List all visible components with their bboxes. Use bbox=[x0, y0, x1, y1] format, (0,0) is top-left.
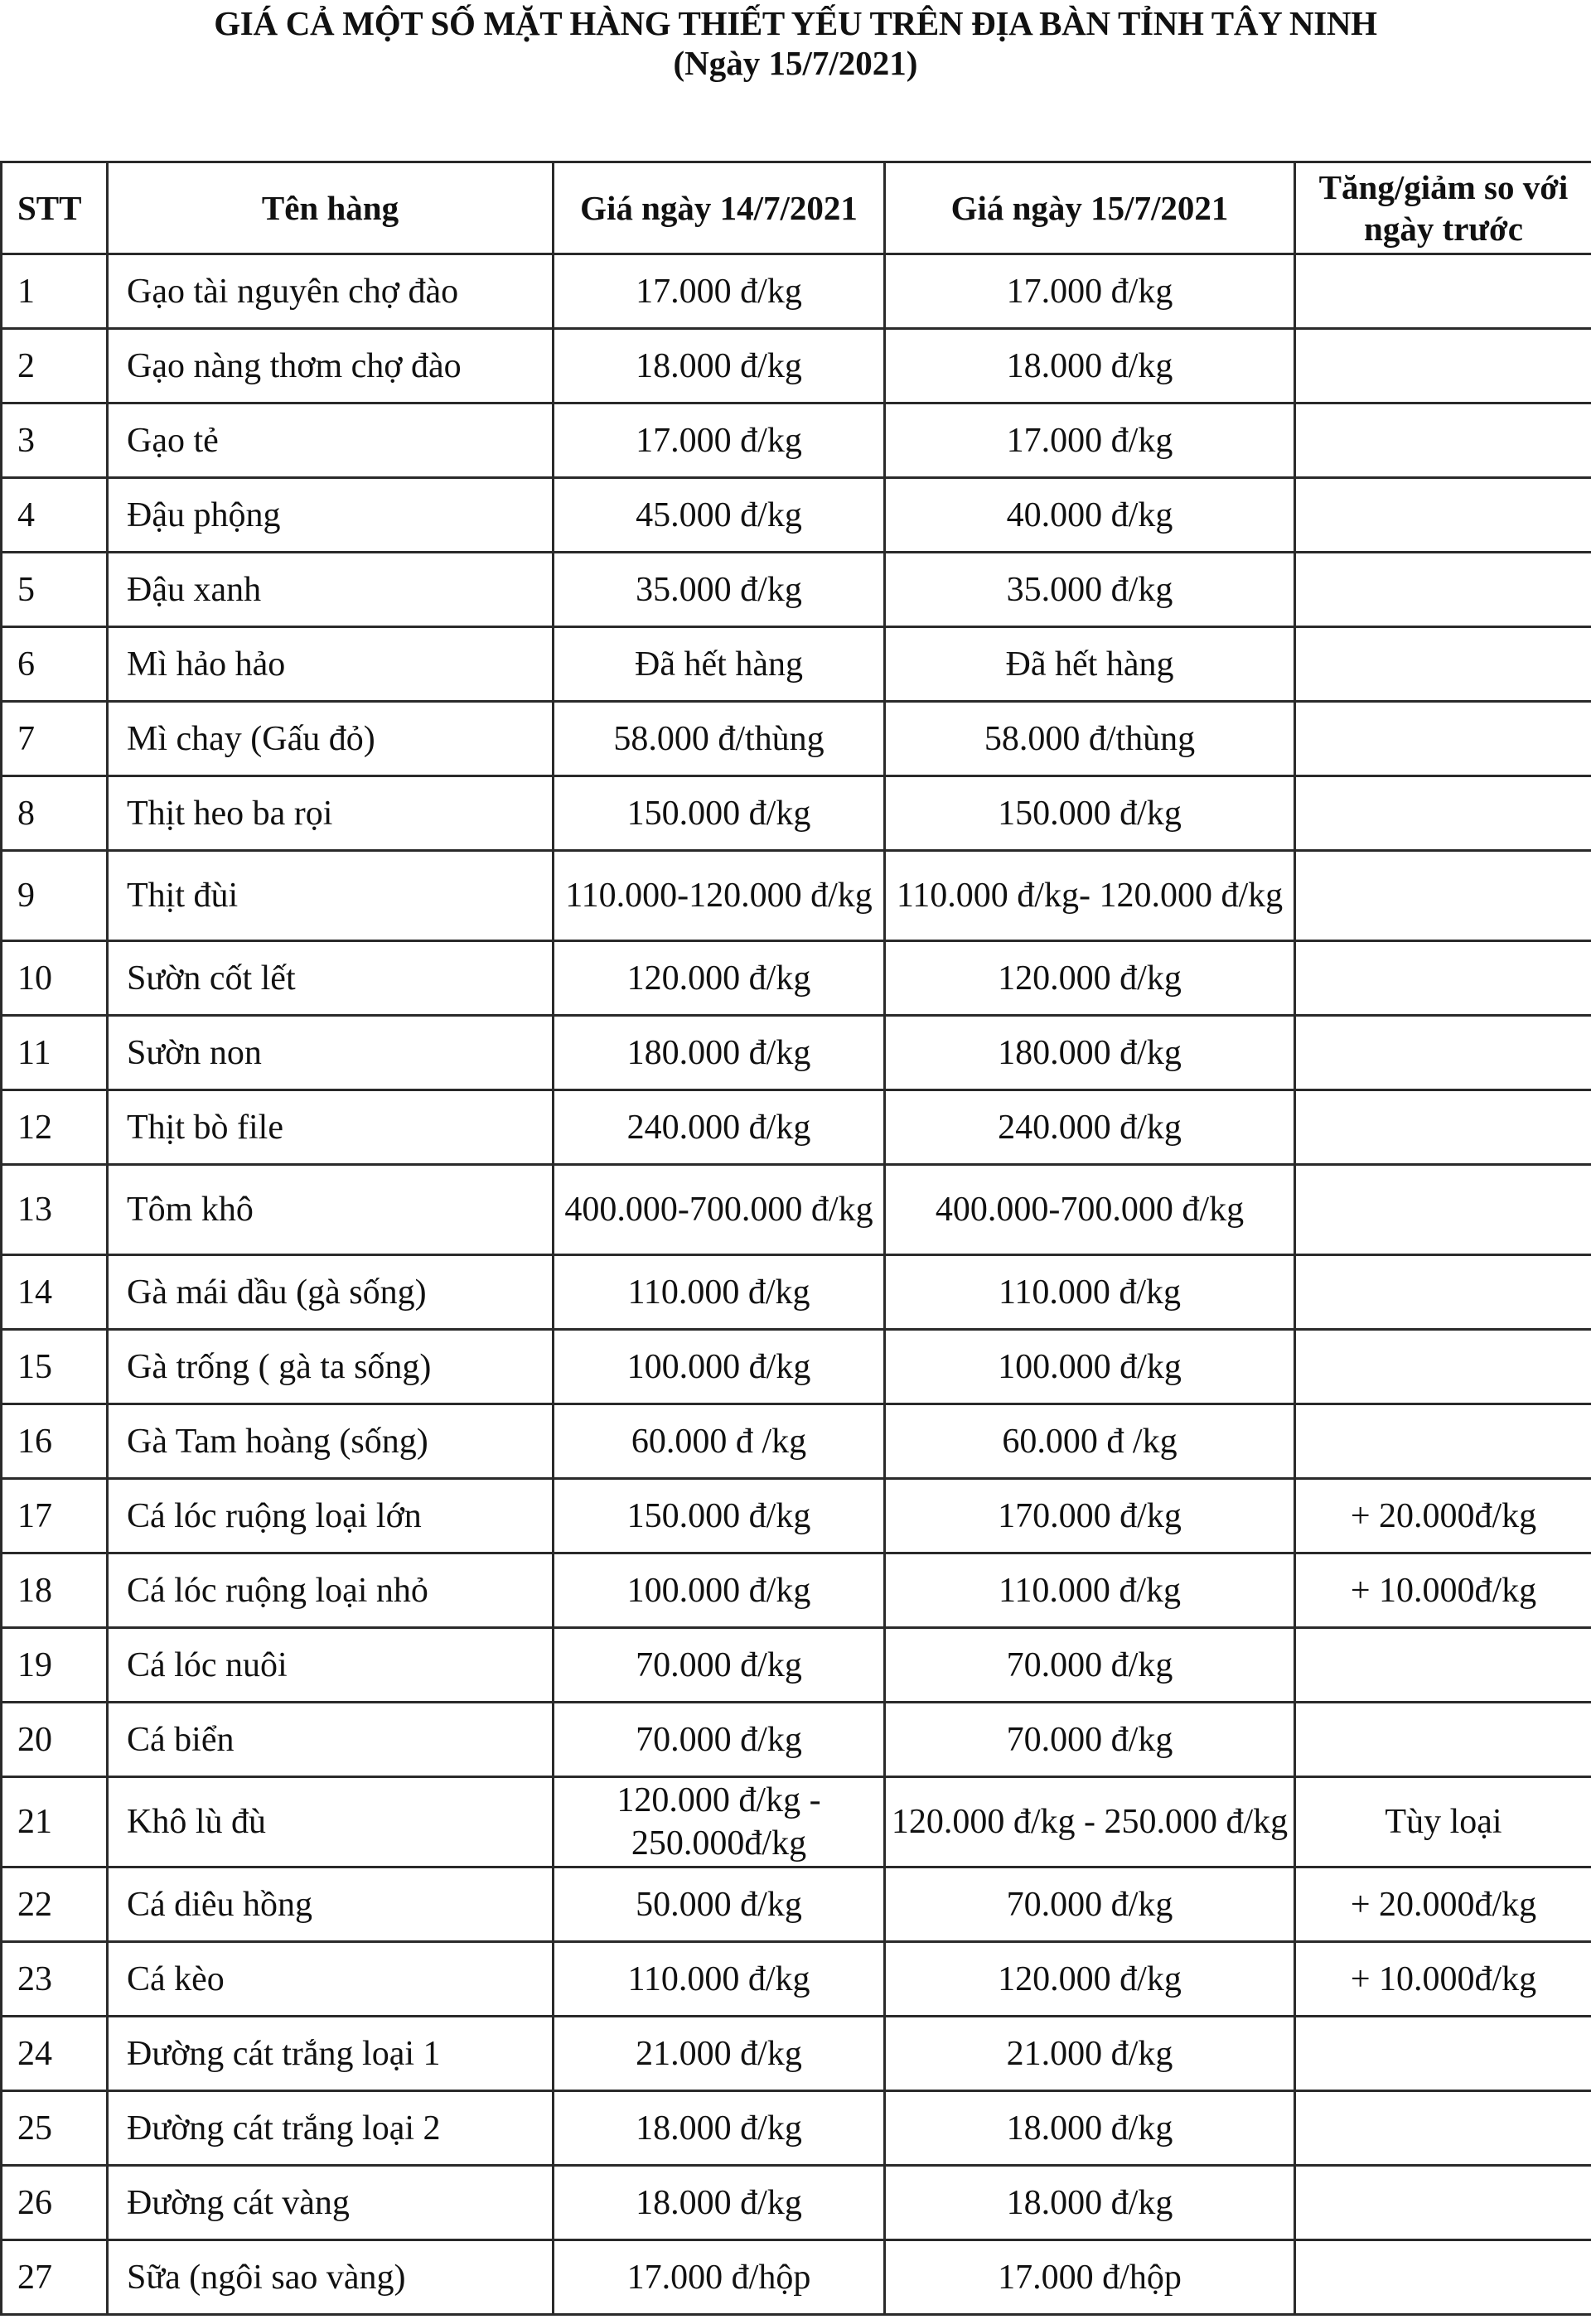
row-price-prev: 17.000 đ/kg bbox=[554, 403, 885, 478]
row-stt: 21 bbox=[2, 1777, 108, 1867]
price-table bbox=[0, 161, 1591, 2316]
table-row bbox=[2, 2017, 1591, 2091]
row-item-name: Sữa (ngôi sao vàng) bbox=[108, 2240, 554, 2315]
row-change bbox=[1295, 329, 1591, 403]
row-price-curr: 60.000 đ /kg bbox=[885, 1404, 1295, 1479]
document-header bbox=[0, 0, 1591, 83]
row-item-name: Đường cát trắng loại 1 bbox=[108, 2017, 554, 2091]
row-price-curr: 17.000 đ/kg bbox=[885, 403, 1295, 478]
row-stt: 20 bbox=[2, 1703, 108, 1777]
table-row bbox=[2, 1703, 1591, 1777]
row-change bbox=[1295, 1090, 1591, 1165]
table-row bbox=[2, 1867, 1591, 1942]
row-item-name: Gà trống ( gà ta sống) bbox=[108, 1330, 554, 1404]
row-price-prev: Đã hết hàng bbox=[554, 627, 885, 702]
row-price-curr: 400.000-700.000 đ/kg bbox=[885, 1165, 1295, 1255]
row-price-prev: 17.000 đ/hộp bbox=[554, 2240, 885, 2315]
row-item-name: Gạo nàng thơm chợ đào bbox=[108, 329, 554, 403]
row-stt: 15 bbox=[2, 1330, 108, 1404]
row-price-curr: 110.000 đ/kg- 120.000 đ/kg bbox=[885, 851, 1295, 941]
document-subtitle: (Ngày 15/7/2021) bbox=[673, 44, 918, 82]
header-stt: STT bbox=[2, 162, 108, 254]
row-price-prev: 21.000 đ/kg bbox=[554, 2017, 885, 2091]
table-row bbox=[2, 702, 1591, 776]
table-row bbox=[2, 1942, 1591, 2017]
row-price-prev: 18.000 đ/kg bbox=[554, 2166, 885, 2240]
row-item-name: Mì hảo hảo bbox=[108, 627, 554, 702]
table-row bbox=[2, 1628, 1591, 1703]
row-price-prev: 110.000-120.000 đ/kg bbox=[554, 851, 885, 941]
row-price-curr: 120.000 đ/kg bbox=[885, 1942, 1295, 2017]
row-stt: 3 bbox=[2, 403, 108, 478]
table-row bbox=[2, 1255, 1591, 1330]
row-price-curr: 180.000 đ/kg bbox=[885, 1016, 1295, 1090]
row-change bbox=[1295, 1016, 1591, 1090]
row-change bbox=[1295, 2091, 1591, 2166]
row-item-name: Cá lóc ruộng loại nhỏ bbox=[108, 1553, 554, 1628]
row-item-name: Thịt bò file bbox=[108, 1090, 554, 1165]
row-change: + 10.000đ/kg bbox=[1295, 1553, 1591, 1628]
table-row bbox=[2, 1479, 1591, 1553]
row-change bbox=[1295, 403, 1591, 478]
table-row bbox=[2, 254, 1591, 329]
row-price-prev: 50.000 đ/kg bbox=[554, 1867, 885, 1942]
header-change: Tăng/giảm so với ngày trước bbox=[1295, 162, 1591, 254]
row-change bbox=[1295, 1330, 1591, 1404]
row-price-prev: 35.000 đ/kg bbox=[554, 553, 885, 627]
row-change bbox=[1295, 2017, 1591, 2091]
row-price-curr: 100.000 đ/kg bbox=[885, 1330, 1295, 1404]
row-change bbox=[1295, 2240, 1591, 2315]
table-row bbox=[2, 1777, 1591, 1867]
table-row bbox=[2, 2240, 1591, 2315]
row-stt: 26 bbox=[2, 2166, 108, 2240]
row-price-curr: 150.000 đ/kg bbox=[885, 776, 1295, 851]
row-change: + 20.000đ/kg bbox=[1295, 1867, 1591, 1942]
row-stt: 10 bbox=[2, 941, 108, 1016]
row-stt: 14 bbox=[2, 1255, 108, 1330]
row-price-curr: 70.000 đ/kg bbox=[885, 1628, 1295, 1703]
row-change bbox=[1295, 254, 1591, 329]
row-change: Tùy loại bbox=[1295, 1777, 1591, 1867]
document-title: GIÁ CẢ MỘT SỐ MẶT HÀNG THIẾT YẾU TRÊN ĐỊA BÀN TỈNH TÂY NINH bbox=[214, 4, 1377, 42]
row-price-curr: 70.000 đ/kg bbox=[885, 1867, 1295, 1942]
table-row bbox=[2, 553, 1591, 627]
row-price-curr: 17.000 đ/hộp bbox=[885, 2240, 1295, 2315]
row-price-prev: 400.000-700.000 đ/kg bbox=[554, 1165, 885, 1255]
row-item-name: Đường cát trắng loại 2 bbox=[108, 2091, 554, 2166]
table-row bbox=[2, 329, 1591, 403]
row-price-curr: 21.000 đ/kg bbox=[885, 2017, 1295, 2091]
header-price-curr: Giá ngày 15/7/2021 bbox=[885, 162, 1295, 254]
row-stt: 25 bbox=[2, 2091, 108, 2166]
row-change bbox=[1295, 1703, 1591, 1777]
row-price-curr: 110.000 đ/kg bbox=[885, 1255, 1295, 1330]
row-price-curr: 240.000 đ/kg bbox=[885, 1090, 1295, 1165]
row-price-curr: 70.000 đ/kg bbox=[885, 1703, 1295, 1777]
row-stt: 5 bbox=[2, 553, 108, 627]
row-price-prev: 110.000 đ/kg bbox=[554, 1255, 885, 1330]
table-row bbox=[2, 1404, 1591, 1479]
row-stt: 27 bbox=[2, 2240, 108, 2315]
row-price-prev: 100.000 đ/kg bbox=[554, 1330, 885, 1404]
row-item-name: Đậu phộng bbox=[108, 478, 554, 553]
row-stt: 7 bbox=[2, 702, 108, 776]
row-price-curr: 170.000 đ/kg bbox=[885, 1479, 1295, 1553]
row-price-prev: 70.000 đ/kg bbox=[554, 1628, 885, 1703]
row-stt: 12 bbox=[2, 1090, 108, 1165]
row-price-prev: 120.000 đ/kg - 250.000đ/kg bbox=[554, 1777, 885, 1867]
row-price-prev: 100.000 đ/kg bbox=[554, 1553, 885, 1628]
row-price-prev: 120.000 đ/kg bbox=[554, 941, 885, 1016]
row-change bbox=[1295, 941, 1591, 1016]
row-change bbox=[1295, 627, 1591, 702]
row-item-name: Tôm khô bbox=[108, 1165, 554, 1255]
row-price-curr: 35.000 đ/kg bbox=[885, 553, 1295, 627]
row-item-name: Gạo tài nguyên chợ đào bbox=[108, 254, 554, 329]
header-name: Tên hàng bbox=[108, 162, 554, 254]
table-header-row bbox=[2, 162, 1591, 254]
row-price-prev: 240.000 đ/kg bbox=[554, 1090, 885, 1165]
table-body bbox=[2, 254, 1591, 2315]
row-price-prev: 18.000 đ/kg bbox=[554, 329, 885, 403]
row-change bbox=[1295, 1628, 1591, 1703]
row-item-name: Mì chay (Gấu đỏ) bbox=[108, 702, 554, 776]
table-row bbox=[2, 2166, 1591, 2240]
row-item-name: Cá lóc nuôi bbox=[108, 1628, 554, 1703]
row-change bbox=[1295, 2166, 1591, 2240]
row-price-curr: 18.000 đ/kg bbox=[885, 329, 1295, 403]
row-stt: 24 bbox=[2, 2017, 108, 2091]
row-price-prev: 150.000 đ/kg bbox=[554, 776, 885, 851]
row-change bbox=[1295, 851, 1591, 941]
row-price-curr: 18.000 đ/kg bbox=[885, 2091, 1295, 2166]
row-item-name: Cá kèo bbox=[108, 1942, 554, 2017]
table-row bbox=[2, 2091, 1591, 2166]
table-row bbox=[2, 1016, 1591, 1090]
table-row bbox=[2, 478, 1591, 553]
row-item-name: Cá biển bbox=[108, 1703, 554, 1777]
row-price-curr: Đã hết hàng bbox=[885, 627, 1295, 702]
row-change: + 10.000đ/kg bbox=[1295, 1942, 1591, 2017]
row-stt: 18 bbox=[2, 1553, 108, 1628]
table-row bbox=[2, 1165, 1591, 1255]
table-row bbox=[2, 1553, 1591, 1628]
row-change bbox=[1295, 1404, 1591, 1479]
table-row bbox=[2, 941, 1591, 1016]
table-row bbox=[2, 1090, 1591, 1165]
row-stt: 16 bbox=[2, 1404, 108, 1479]
row-item-name: Đậu xanh bbox=[108, 553, 554, 627]
table-row bbox=[2, 1330, 1591, 1404]
row-stt: 9 bbox=[2, 851, 108, 941]
row-stt: 1 bbox=[2, 254, 108, 329]
row-price-prev: 17.000 đ/kg bbox=[554, 254, 885, 329]
row-stt: 19 bbox=[2, 1628, 108, 1703]
row-price-prev: 45.000 đ/kg bbox=[554, 478, 885, 553]
row-change bbox=[1295, 1255, 1591, 1330]
row-price-curr: 120.000 đ/kg - 250.000 đ/kg bbox=[885, 1777, 1295, 1867]
table-row bbox=[2, 776, 1591, 851]
row-price-prev: 70.000 đ/kg bbox=[554, 1703, 885, 1777]
row-item-name: Thịt heo ba rọi bbox=[108, 776, 554, 851]
row-item-name: Sườn non bbox=[108, 1016, 554, 1090]
row-stt: 8 bbox=[2, 776, 108, 851]
row-price-curr: 58.000 đ/thùng bbox=[885, 702, 1295, 776]
row-price-curr: 17.000 đ/kg bbox=[885, 254, 1295, 329]
row-stt: 11 bbox=[2, 1016, 108, 1090]
row-item-name: Khô lù đù bbox=[108, 1777, 554, 1867]
row-stt: 4 bbox=[2, 478, 108, 553]
row-price-prev: 18.000 đ/kg bbox=[554, 2091, 885, 2166]
row-item-name: Gạo tẻ bbox=[108, 403, 554, 478]
row-stt: 22 bbox=[2, 1867, 108, 1942]
row-item-name: Sườn cốt lết bbox=[108, 941, 554, 1016]
row-change bbox=[1295, 776, 1591, 851]
row-price-prev: 180.000 đ/kg bbox=[554, 1016, 885, 1090]
row-item-name: Cá lóc ruộng loại lớn bbox=[108, 1479, 554, 1553]
row-stt: 2 bbox=[2, 329, 108, 403]
row-item-name: Gà Tam hoàng (sống) bbox=[108, 1404, 554, 1479]
row-price-prev: 60.000 đ /kg bbox=[554, 1404, 885, 1479]
row-stt: 17 bbox=[2, 1479, 108, 1553]
row-price-prev: 110.000 đ/kg bbox=[554, 1942, 885, 2017]
header-price-prev: Giá ngày 14/7/2021 bbox=[554, 162, 885, 254]
row-item-name: Cá diêu hồng bbox=[108, 1867, 554, 1942]
row-item-name: Đường cát vàng bbox=[108, 2166, 554, 2240]
row-stt: 13 bbox=[2, 1165, 108, 1255]
row-change bbox=[1295, 553, 1591, 627]
table-row bbox=[2, 403, 1591, 478]
table-row bbox=[2, 851, 1591, 941]
row-item-name: Gà mái dầu (gà sống) bbox=[108, 1255, 554, 1330]
row-price-curr: 40.000 đ/kg bbox=[885, 478, 1295, 553]
row-price-curr: 120.000 đ/kg bbox=[885, 941, 1295, 1016]
row-stt: 23 bbox=[2, 1942, 108, 2017]
row-price-curr: 110.000 đ/kg bbox=[885, 1553, 1295, 1628]
row-price-prev: 58.000 đ/thùng bbox=[554, 702, 885, 776]
row-price-prev: 150.000 đ/kg bbox=[554, 1479, 885, 1553]
row-change bbox=[1295, 478, 1591, 553]
row-stt: 6 bbox=[2, 627, 108, 702]
row-price-curr: 18.000 đ/kg bbox=[885, 2166, 1295, 2240]
row-change bbox=[1295, 702, 1591, 776]
row-change: + 20.000đ/kg bbox=[1295, 1479, 1591, 1553]
table-row bbox=[2, 627, 1591, 702]
row-change bbox=[1295, 1165, 1591, 1255]
row-item-name: Thịt đùi bbox=[108, 851, 554, 941]
